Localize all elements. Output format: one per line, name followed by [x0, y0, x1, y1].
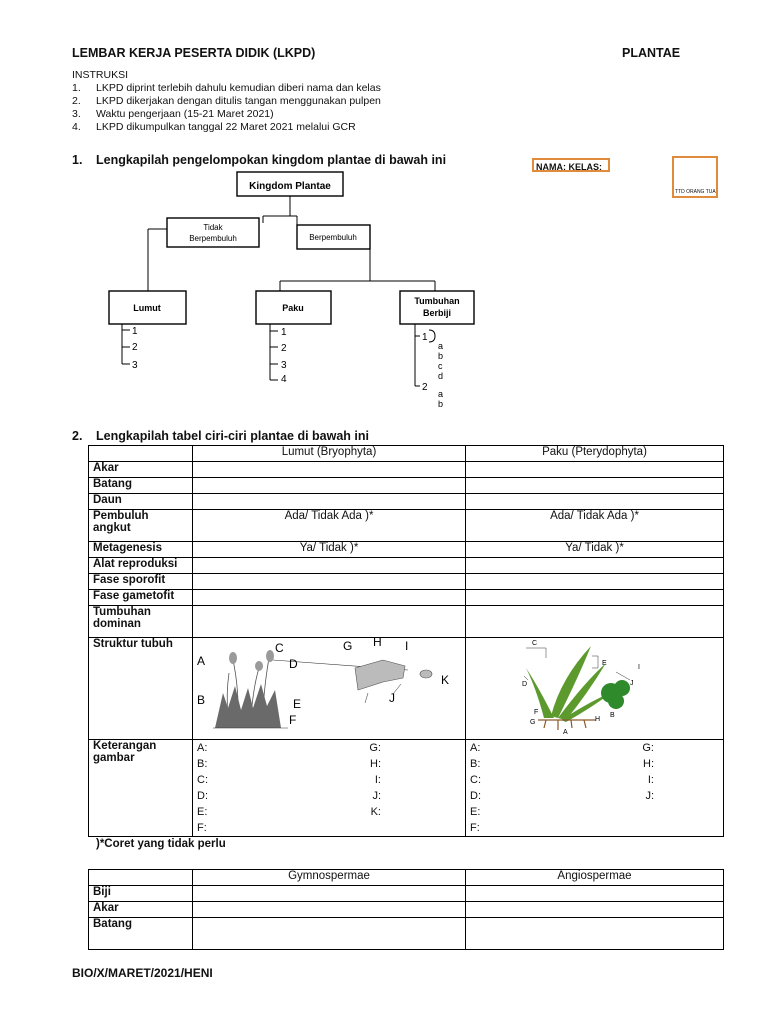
- fern-structure-figure: [466, 638, 724, 740]
- cell-gymno-batang[interactable]: [193, 918, 466, 950]
- table-corner: [89, 446, 193, 462]
- moss-item-3: 3: [132, 360, 138, 371]
- ket-paku-i: I:: [647, 774, 654, 786]
- seed-plant-table: [88, 869, 724, 950]
- cell-paku-metagenesis[interactable]: Ya/ Tidak )*: [466, 542, 724, 558]
- fern-illustration: [466, 638, 723, 736]
- moss-label-h: H: [373, 638, 382, 649]
- instruction-item: [72, 95, 381, 108]
- cell-lumut-pembuluh[interactable]: Ada/ Tidak Ada )*: [193, 510, 466, 542]
- cell-paku-alat-reproduksi[interactable]: [466, 558, 724, 574]
- fern-label-j: J: [630, 680, 634, 687]
- ket-lumut-k: K:: [370, 806, 381, 818]
- ket-lumut-e: E:: [197, 806, 208, 818]
- moss-label-k: K: [441, 673, 450, 687]
- fern-label-f: F: [534, 709, 539, 716]
- instruction-text: LKPD dikerjakan dengan ditulis tangan menggunakan pulpen: [96, 95, 381, 107]
- moss-label-a: A: [197, 654, 206, 668]
- cell-lumut-keterangan[interactable]: [193, 740, 466, 837]
- moss-label-j: J: [389, 691, 395, 705]
- column-header-paku: Paku (Pterydophyta): [466, 446, 724, 462]
- row-label-pembuluh-line1: Pembuluh: [93, 510, 149, 522]
- moss-label-c: C: [275, 641, 284, 655]
- cell-paku-pembuluh[interactable]: Ada/ Tidak Ada )*: [466, 510, 724, 542]
- row-label-keterangan-line2: gambar: [93, 752, 135, 764]
- instruction-text: LKPD diprint terlebih dahulu kemudian diberi nama dan kelas: [96, 82, 381, 94]
- seed-group-2: 2: [422, 382, 428, 393]
- moss-structure-figure: [193, 638, 466, 740]
- worksheet-title: LEMBAR KERJA PESERTA DIDIK (LKPD): [72, 46, 316, 60]
- seed-group-1-item-d: d: [438, 371, 444, 381]
- parent-signature-box[interactable]: [672, 156, 718, 198]
- plant-characteristics-table: [88, 445, 724, 837]
- subject-title: PLANTAE: [622, 46, 681, 60]
- fern-label-e: E: [602, 660, 607, 667]
- instruction-number: 2.: [72, 95, 81, 107]
- row-label-pembuluh-line2: angkut: [93, 522, 131, 534]
- ket-lumut-c: C:: [197, 774, 208, 786]
- fern-label-g: G: [530, 719, 536, 726]
- ket-lumut-g: G:: [369, 742, 381, 754]
- fern-item-1: 1: [281, 327, 287, 338]
- cell-lumut-dominan[interactable]: [193, 606, 466, 638]
- row-label-struktur-tubuh: Struktur tubuh: [89, 638, 193, 740]
- cell-lumut-batang[interactable]: [193, 478, 466, 494]
- node-kingdom-plantae-label: Kingdom Plantae: [249, 181, 331, 192]
- row-label-alat-reproduksi: Alat reproduksi: [89, 558, 193, 574]
- ket-paku-g: G:: [642, 742, 654, 754]
- ket-lumut-d: D:: [197, 790, 208, 802]
- node-seed-plant-label-2: Berbiji: [422, 308, 452, 318]
- moss-label-b: B: [197, 693, 206, 707]
- cell-paku-fase-gametofit[interactable]: [466, 590, 724, 606]
- seed-group-1-item-a: a: [438, 341, 444, 351]
- fern-label-h: H: [595, 716, 601, 723]
- instruction-item: [72, 121, 381, 134]
- ket-paku-a: A:: [470, 742, 481, 754]
- cell-lumut-daun[interactable]: [193, 494, 466, 510]
- moss-item-2: 2: [132, 342, 138, 353]
- row-label-keterangan: [89, 740, 193, 837]
- fern-label-c: C: [532, 640, 538, 647]
- cell-lumut-akar[interactable]: [193, 462, 466, 478]
- footnote: )*Coret yang tidak perlu: [96, 838, 226, 850]
- cell-paku-akar[interactable]: [466, 462, 724, 478]
- ket-lumut-j: J:: [372, 790, 381, 802]
- node-moss-label: Lumut: [133, 303, 161, 313]
- cell-lumut-metagenesis[interactable]: Ya/ Tidak )*: [193, 542, 466, 558]
- cell-paku-batang[interactable]: [466, 478, 724, 494]
- ket-paku-grid: [470, 740, 719, 836]
- row-label-metagenesis: Metagenesis: [89, 542, 193, 558]
- row-label-dominan-line1: Tumbuhan: [93, 606, 151, 618]
- seed-group-2-item-a: a: [438, 389, 444, 399]
- seed-group-1: 1: [422, 332, 428, 343]
- ket-lumut-grid: [197, 740, 461, 836]
- node-non-vascular-label-2: Berpembuluh: [189, 234, 237, 243]
- row-label-fase-sporofit: Fase sporofit: [89, 574, 193, 590]
- node-fern-label: Paku: [282, 303, 304, 313]
- ket-paku-j: J:: [645, 790, 654, 802]
- fern-label-d: D: [522, 681, 528, 688]
- row-label-akar-2: Akar: [89, 902, 193, 918]
- cell-angio-batang[interactable]: [466, 918, 724, 950]
- node-non-vascular-label-1: Tidak: [203, 223, 223, 232]
- ket-paku-d: D:: [470, 790, 481, 802]
- cell-angio-biji[interactable]: [466, 886, 724, 902]
- fern-label-i: I: [638, 664, 640, 671]
- question-1-number: 1.: [72, 153, 83, 167]
- ket-paku-c: C:: [470, 774, 481, 786]
- question-2-number: 2.: [72, 429, 83, 443]
- cell-paku-dominan[interactable]: [466, 606, 724, 638]
- cell-gymno-biji[interactable]: [193, 886, 466, 902]
- column-header-angiospermae: Angiospermae: [466, 870, 724, 886]
- ket-paku-h: H:: [643, 758, 654, 770]
- ket-lumut-h: H:: [370, 758, 381, 770]
- ket-paku-b: B:: [470, 758, 481, 770]
- node-seed-plant-label-1: Tumbuhan: [414, 296, 460, 306]
- node-vascular-label: Berpembuluh: [309, 233, 357, 242]
- row-label-batang: Batang: [89, 478, 193, 494]
- seed-group-1-item-b: b: [438, 351, 444, 361]
- ket-paku-f: F:: [470, 822, 480, 834]
- question-2-text: Lengkapilah tabel ciri-ciri plantae di bawah ini: [96, 429, 369, 443]
- row-label-pembuluh: [89, 510, 193, 542]
- instructions-heading: INSTRUKSI: [72, 69, 129, 81]
- fern-label-a: A: [563, 729, 568, 736]
- column-header-gymnospermae: Gymnospermae: [193, 870, 466, 886]
- cell-paku-daun[interactable]: [466, 494, 724, 510]
- instruction-text: LKPD dikumpulkan tanggal 22 Maret 2021 melalui GCR: [96, 121, 356, 133]
- question-1-text: Lengkapilah pengelompokan kingdom plantae di bawah ini: [96, 153, 447, 167]
- moss-item-1: 1: [132, 326, 138, 337]
- row-label-daun: Daun: [89, 494, 193, 510]
- row-label-fase-gametofit: Fase gametofit: [89, 590, 193, 606]
- name-class-box[interactable]: NAMA: KELAS:: [532, 158, 610, 172]
- ket-paku-e: E:: [470, 806, 481, 818]
- instruction-item: [72, 82, 381, 95]
- fern-item-3: 3: [281, 360, 287, 371]
- ket-lumut-i: I:: [374, 774, 381, 786]
- parent-signature-label: TTD ORANG TUA: [675, 189, 716, 195]
- document-footer: BIO/X/MARET/2021/HENI: [72, 966, 213, 980]
- instruction-number: 3.: [72, 108, 81, 120]
- moss-label-i: I: [405, 639, 409, 653]
- instruction-text: Waktu pengerjaan (15-21 Maret 2021): [96, 108, 274, 120]
- ket-lumut-b: B:: [197, 758, 208, 770]
- row-label-dominan-line2: dominan: [93, 618, 141, 630]
- instructions-list: [72, 82, 381, 134]
- classification-diagram: [100, 168, 520, 413]
- moss-label-g: G: [343, 639, 353, 653]
- row-label-biji: Biji: [89, 886, 193, 902]
- row-label-batang-2: Batang: [89, 918, 193, 950]
- cell-paku-fase-sporofit[interactable]: [466, 574, 724, 590]
- moss-label-d: D: [289, 657, 298, 671]
- row-label-tumbuhan-dominan: [89, 606, 193, 638]
- cell-gymno-akar[interactable]: [193, 902, 466, 918]
- seed-group-1-item-c: c: [438, 361, 443, 371]
- seed-group-2-item-b: b: [438, 399, 444, 409]
- instruction-number: 4.: [72, 121, 81, 133]
- moss-label-f: F: [289, 713, 297, 727]
- cell-lumut-fase-gametofit[interactable]: [193, 590, 466, 606]
- moss-illustration: [193, 638, 465, 736]
- row-label-akar: Akar: [89, 462, 193, 478]
- cell-angio-akar[interactable]: [466, 902, 724, 918]
- ket-lumut-f: F:: [197, 822, 207, 834]
- fern-label-b: B: [610, 712, 615, 719]
- ket-lumut-a: A:: [197, 742, 208, 754]
- column-header-lumut: Lumut (Bryophyta): [193, 446, 466, 462]
- cell-lumut-alat-reproduksi[interactable]: [193, 558, 466, 574]
- cell-paku-keterangan[interactable]: [466, 740, 724, 837]
- cell-lumut-fase-sporofit[interactable]: [193, 574, 466, 590]
- fern-item-2: 2: [281, 343, 287, 354]
- instruction-number: 1.: [72, 82, 81, 94]
- table2-corner: [89, 870, 193, 886]
- instruction-item: [72, 108, 381, 121]
- row-label-keterangan-line1: Keterangan: [93, 740, 157, 752]
- fern-item-4: 4: [281, 374, 287, 385]
- moss-label-e: E: [293, 697, 302, 711]
